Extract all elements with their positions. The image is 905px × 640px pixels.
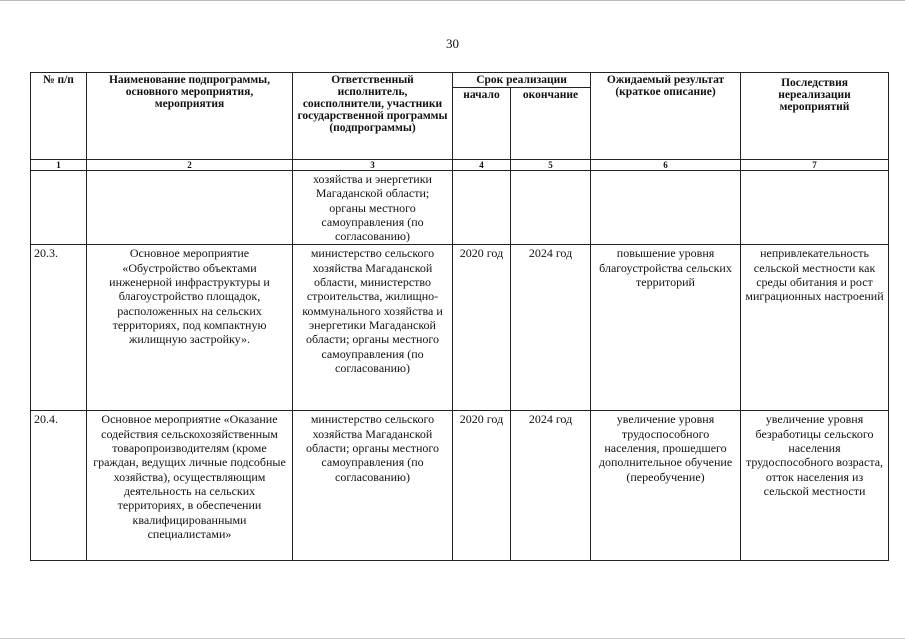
row-consequence: непривлекательность сельской местности как среды обитания и рост миграционных настроений xyxy=(741,245,889,411)
table-row xyxy=(31,411,889,561)
row-result: увеличение уровня трудоспособного населения, прошедшего дополнительное обучение (переобучение) xyxy=(591,411,741,561)
header-period: Срок реализации xyxy=(453,73,591,88)
table-row xyxy=(31,171,889,245)
column-number-row xyxy=(31,160,889,171)
row-num xyxy=(31,171,87,245)
row-result: повышение уровня благоустройства сельских территорий xyxy=(591,245,741,411)
row-num: 20.4. xyxy=(31,411,87,561)
row-start xyxy=(453,171,511,245)
row-consequence: увеличение уровня безработицы сельского населения трудоспособного возраста, отток населения из сельской местности xyxy=(741,411,889,561)
table-row xyxy=(31,245,889,411)
column-number: 4 xyxy=(453,160,511,171)
column-number: 1 xyxy=(31,160,87,171)
row-name: Основное мероприятие «Обустройство объектами инженерной инфраструктуры и благоустройство площадок, расположенных на сельских территориях, под компактную жилищную застройку». xyxy=(87,245,293,411)
row-executor: министерство сельского хозяйства Магаданской области; органы местного самоуправления (по согласованию) xyxy=(293,411,453,561)
header-end: окончание xyxy=(511,88,591,160)
row-end: 2024 год xyxy=(511,411,591,561)
header-consequence: Последствия нереализации мероприятий xyxy=(741,73,889,160)
row-name: Основное мероприятие «Оказание содействия сельскохозяйственным товаропроизводителям (кроме граждан, ведущих личные подсобные хозяйства), осуществляющим деятельность на сельских территориях, в обеспечении квалифицированными специалистами» xyxy=(87,411,293,561)
top-border-line xyxy=(0,0,905,1)
row-num: 20.3. xyxy=(31,245,87,411)
row-end xyxy=(511,171,591,245)
column-number: 7 xyxy=(741,160,889,171)
row-executor: хозяйства и энергетики Магаданской области; органы местного самоуправления (по согласованию) xyxy=(293,171,453,245)
column-number: 5 xyxy=(511,160,591,171)
bottom-border-line xyxy=(0,638,905,639)
header-row xyxy=(31,73,889,88)
row-start: 2020 год xyxy=(453,245,511,411)
row-end: 2024 год xyxy=(511,245,591,411)
program-measures-table xyxy=(30,72,889,561)
row-consequence xyxy=(741,171,889,245)
row-name xyxy=(87,171,293,245)
column-number: 3 xyxy=(293,160,453,171)
page-number: 30 xyxy=(446,36,459,51)
header-name: Наименование подпрограммы, основного мероприятия, мероприятия xyxy=(87,73,293,160)
row-executor: министерство сельского хозяйства Магаданской области, министерство строительства, жилищно-коммунального хозяйства и энергетики Магаданской области; органы местного самоуправления (по согласованию) xyxy=(293,245,453,411)
header-start: начало xyxy=(453,88,511,160)
column-number: 6 xyxy=(591,160,741,171)
column-number: 2 xyxy=(87,160,293,171)
header-num: № п/п xyxy=(31,73,87,160)
header-result: Ожидаемый результат (краткое описание) xyxy=(591,73,741,160)
header-executor: Ответственный исполнитель, соисполнители, участники государственной программы (подпрограммы) xyxy=(293,73,453,160)
row-result xyxy=(591,171,741,245)
row-start: 2020 год xyxy=(453,411,511,561)
